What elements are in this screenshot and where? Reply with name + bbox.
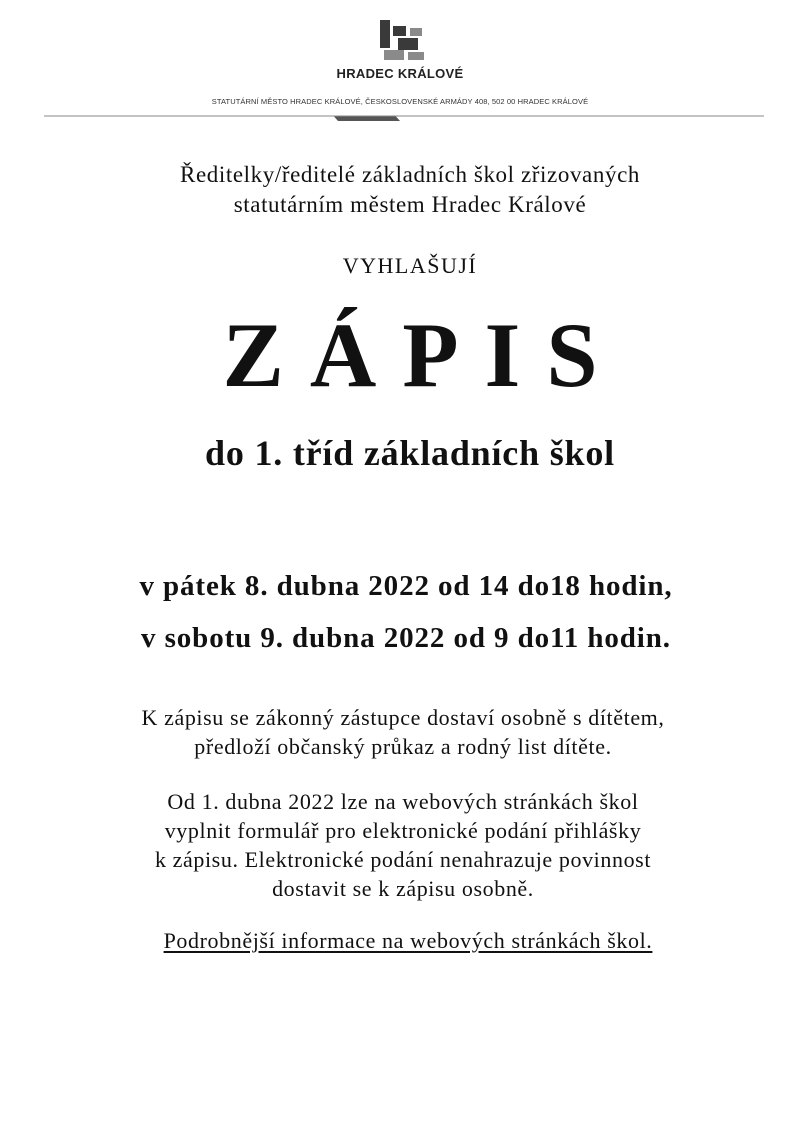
more-info-text: Podrobnější informace na webových stránkách škol. (163, 928, 653, 953)
announce-heading: VYHLAŠUJÍ (342, 253, 478, 278)
date-line-saturday: v sobotu 9. dubna 2022 od 9 do11 hodin. (141, 622, 671, 654)
city-name: HRADEC KRÁLOVÉ (336, 66, 464, 81)
intro-line-1: Ředitelky/ředitelé základních škol zřizovaných (180, 162, 640, 187)
online-line-3: k zápisu. Elektronické podání nenahrazuje povinnost (154, 847, 652, 872)
page-subtitle: do 1. tříd základních škol (205, 433, 615, 473)
letterhead-divider (44, 112, 764, 124)
requirements-note (0, 703, 800, 761)
online-line-1: Od 1. dubna 2022 lze na webových stránkách škol (167, 789, 639, 814)
intro-line-2: statutárním městem Hradec Králové (233, 192, 587, 217)
online-line-2: vyplnit formulář pro elektronické podání přihlášky (164, 818, 642, 843)
city-logo-icon (378, 18, 428, 62)
page-title: ZÁPIS (222, 304, 624, 406)
enrollment-dates (0, 560, 800, 664)
requirements-line-2: předloží občanský průkaz a rodný list dítěte. (194, 734, 612, 759)
requirements-line-1: K zápisu se zákonný zástupce dostaví osobně s dítětem, (141, 705, 665, 730)
intro-text (0, 160, 800, 220)
letterhead-address: STATUTÁRNÍ MĚSTO HRADEC KRÁLOVÉ, ČESKOSLOVENSKÉ ARMÁDY 408, 502 00 HRADEC KRÁLOVÉ (211, 97, 589, 106)
online-application-note (0, 787, 800, 903)
letterhead (0, 0, 800, 124)
online-line-4: dostavit se k zápisu osobně. (272, 876, 534, 901)
date-line-friday: v pátek 8. dubna 2022 od 14 do18 hodin, (139, 570, 673, 602)
